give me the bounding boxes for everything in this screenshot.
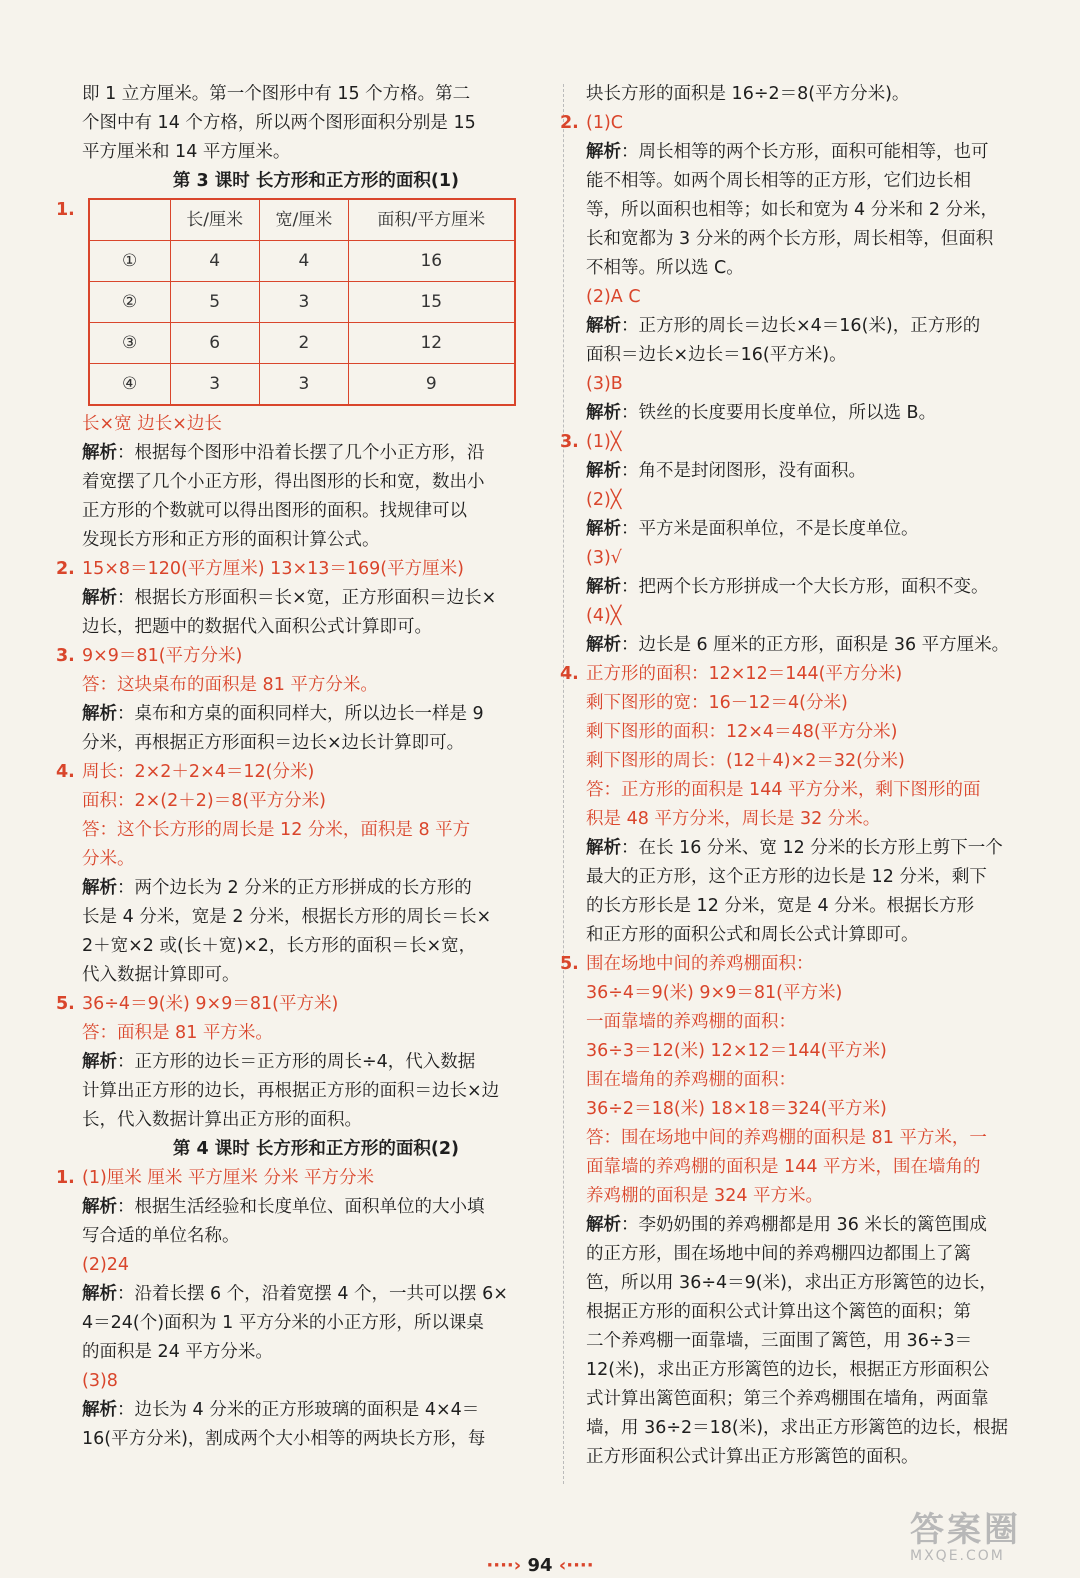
analysis-line [82, 1280, 550, 1309]
table-cell: 16 [348, 241, 514, 282]
table-cell: 6 [170, 323, 259, 364]
answer-line: (1)厘米 厘米 平方厘米 分米 平方分米 [82, 1168, 375, 1188]
analysis-label: 解析 [586, 461, 621, 481]
analysis-line [82, 874, 550, 903]
answer-line: 养鸡棚的面积是 324 平方米。 [586, 1186, 824, 1206]
analysis-line: 和正方形的面积公式和周长公式计算即可。 [586, 925, 919, 945]
answer-line: (4)╳ [586, 606, 622, 626]
watermark-title: 答案圈 [910, 1510, 1021, 1550]
analysis-text: ：沿着长摆 6 个，沿着宽摆 4 个，一共可以摆 6× [117, 1284, 508, 1304]
analysis-line: 4＝24(个)面积为 1 平方分米的小正方形，所以课桌 [82, 1313, 484, 1333]
analysis-line [586, 312, 1054, 341]
answer-line: 36÷2＝18(米) 18×18＝324(平方米) [586, 1099, 887, 1119]
analysis-line [586, 457, 1054, 486]
table-cell: ③ [89, 323, 171, 364]
question-3-judge [560, 428, 1054, 660]
analysis-label: 解析 [586, 838, 621, 858]
analysis-text: ：周长相等的两个长方形，面积可能相等，也可 [621, 142, 989, 162]
analysis-label: 解析 [82, 1197, 117, 1217]
analysis-text: ：边长为 4 分米的正方形玻璃的面积是 4×4＝ [117, 1400, 480, 1420]
analysis-label: 解析 [586, 519, 621, 539]
analysis-line: 长，代入数据计算出正方形的面积。 [82, 1110, 362, 1130]
analysis-line: 着宽摆了几个小正方形，得出图形的长和宽，数出小 [82, 472, 485, 492]
answer-line: 36÷3＝12(米) 12×12＝144(平方米) [586, 1041, 887, 1061]
analysis-text: ：正方形的边长＝正方形的周长÷4，代入数据 [117, 1052, 476, 1072]
table-cell: ① [89, 241, 171, 282]
table-header-cell: 面积/平方厘米 [348, 199, 514, 241]
analysis-line [586, 138, 1054, 167]
answer-line: 答：这块桌布的面积是 81 平方分米。 [82, 675, 378, 695]
answer-line: 面积：2×(2＋2)＝8(平方分米) [82, 791, 327, 811]
text-line: 平方厘米和 14 平方厘米。 [82, 142, 291, 162]
area-table [88, 198, 516, 406]
lesson4-question-1 [56, 1164, 550, 1454]
analysis-line: 12(米)，求出正方形篱笆的边长，根据正方形面积公 [586, 1360, 990, 1380]
analysis-label: 解析 [82, 443, 117, 463]
table-cell: 4 [259, 241, 348, 282]
analysis-label: 解析 [82, 878, 117, 898]
answer-line: 一面靠墙的养鸡棚的面积： [586, 1012, 796, 1032]
analysis-text: ：两个边长为 2 分米的正方形拼成的长方形的 [117, 878, 472, 898]
arrow-right-icon: ····› [486, 1555, 522, 1576]
table-cell: 15 [348, 282, 514, 323]
analysis-label: 解析 [586, 403, 621, 423]
table-cell: ④ [89, 364, 171, 406]
analysis-line: 根据正方形的面积公式计算出这个篱笆的面积；第 [586, 1302, 971, 1322]
analysis-label: 解析 [82, 588, 117, 608]
analysis-label: 解析 [586, 1215, 621, 1235]
table-row [89, 282, 515, 323]
answer-line: 答：面积是 81 平方米。 [82, 1023, 273, 1043]
answer-line: 答：围在场地中间的养鸡棚的面积是 81 平方米，一 [586, 1128, 987, 1148]
analysis-text: ：正方形的周长＝边长×4＝16(米)，正方形的 [621, 316, 981, 336]
table-row [89, 241, 515, 282]
analysis-line: 写合适的单位名称。 [82, 1226, 240, 1246]
analysis-line: 分米，再根据正方形面积＝边长×边长计算即可。 [82, 733, 465, 753]
analysis-text: ：把两个长方形拼成一个大长方形，面积不变。 [621, 577, 989, 597]
analysis-line [586, 515, 1054, 544]
analysis-line [586, 1211, 1054, 1240]
analysis-text: ：铁丝的长度要用长度单位，所以选 B。 [621, 403, 937, 423]
page-number: 94 [527, 1555, 553, 1576]
answer-line: 围在墙角的养鸡棚的面积： [586, 1070, 796, 1090]
analysis-line [82, 1193, 550, 1222]
text-line: 个图中有 14 个方格，所以两个图形面积分别是 15 [82, 113, 476, 133]
analysis-text: ：李奶奶围的养鸡棚都是用 36 米长的篱笆围成 [621, 1215, 987, 1235]
answer-line: 分米。 [82, 849, 135, 869]
answer-line: 36÷4＝9(米) 9×9＝81(平方米) [586, 983, 843, 1003]
table-cell: 3 [259, 282, 348, 323]
analysis-line: 2＋宽×2 或(长＋宽)×2，长方形的面积＝长×宽， [82, 936, 477, 956]
watermark-url: MXQE.COM [910, 1548, 1005, 1564]
analysis-line: 发现长方形和正方形的面积计算公式。 [82, 530, 380, 550]
analysis-line: 长是 4 分米，宽是 2 分米，根据长方形的周长＝长× [82, 907, 492, 927]
question-number: 3. [56, 646, 75, 666]
table-cell: 5 [170, 282, 259, 323]
intro-paragraph [82, 80, 550, 167]
analysis-text: ：根据生活经验和长度单位、面积单位的大小填 [117, 1197, 485, 1217]
analysis-text: ：角不是封闭图形，没有面积。 [621, 461, 866, 481]
question-2 [56, 555, 550, 642]
analysis-label: 解析 [82, 704, 117, 724]
analysis-text: ：根据每个图形中沿着长摆了几个小正方形，沿 [117, 443, 485, 463]
answer-line: 15×8＝120(平方厘米) 13×13＝169(平方厘米) [82, 559, 464, 579]
question-4 [56, 758, 550, 990]
analysis-line: 式计算出篱笆面积；第三个养鸡棚围在墙角，两面靠 [586, 1389, 989, 1409]
lesson-4-title: 第 4 课时 长方形和正方形的面积(2) [172, 1139, 460, 1159]
analysis-text: ：根据长方形面积＝长×宽，正方形面积＝边长× [117, 588, 497, 608]
analysis-label: 解析 [586, 142, 621, 162]
table-cell: 3 [170, 364, 259, 406]
table-cell: 9 [348, 364, 514, 406]
table-header-cell: 长/厘米 [170, 199, 259, 241]
answer-line: 面靠墙的养鸡棚的面积是 144 平方米，围在墙角的 [586, 1157, 981, 1177]
text-line: 块长方形的面积是 16÷2＝8(平方分米)。 [586, 84, 910, 104]
analysis-line [586, 399, 1054, 428]
analysis-label: 解析 [82, 1052, 117, 1072]
analysis-text: ：在长 16 分米、宽 12 分米的长方形上剪下一个 [621, 838, 1003, 858]
analysis-text: ：桌布和方桌的面积同样大，所以边长一样是 9 [117, 704, 484, 724]
answer-line: (1)╳ [586, 432, 622, 452]
analysis-line: 的长方形长是 12 分米，宽是 4 分米。根据长方形 [586, 896, 975, 916]
analysis-line [82, 1396, 550, 1425]
lesson-3-title: 第 3 课时 长方形和正方形的面积(1) [172, 171, 460, 191]
column-divider [563, 84, 564, 1484]
question-number: 1. [56, 200, 75, 220]
question-5-right [560, 950, 1054, 1472]
analysis-line: 边长，把题中的数据代入面积公式计算即可。 [82, 617, 432, 637]
analysis-line [82, 584, 550, 613]
answer-line: (1)C [586, 113, 624, 133]
arrow-left-icon: ‹···· [558, 1555, 594, 1576]
analysis-line: 墙，用 36÷2＝18(米)，求出正方形篱笆的边长，根据 [586, 1418, 1009, 1438]
analysis-text: ：边长是 6 厘米的正方形，面积是 36 平方厘米。 [621, 635, 1010, 655]
answer-line: 剩下图形的宽：16－12＝4(分米) [586, 693, 848, 713]
analysis-line: 的面积是 24 平方分米。 [82, 1342, 273, 1362]
table-row [89, 323, 515, 364]
answer-line: (3)√ [586, 548, 622, 568]
question-2-choice [560, 109, 1054, 428]
answer-line: (3)B [586, 374, 623, 394]
question-5 [56, 990, 550, 1135]
table-row [89, 364, 515, 406]
answer-line: 答：正方形的面积是 144 平方分米，剩下图形的面 [586, 780, 981, 800]
question-number: 4. [56, 762, 75, 782]
table-cell: 3 [259, 364, 348, 406]
analysis-line: 正方形面积公式计算出正方形篱笆的面积。 [586, 1447, 919, 1467]
analysis-line: 长和宽都为 3 分米的两个长方形，周长相等，但面积 [586, 229, 994, 249]
question-3 [56, 642, 550, 758]
analysis-label: 解析 [586, 316, 621, 336]
analysis-label: 解析 [586, 577, 621, 597]
analysis-line: 最大的正方形，这个正方形的边长是 12 分米，剩下 [586, 867, 987, 887]
question-number: 2. [560, 113, 579, 133]
analysis-line [586, 573, 1054, 602]
analysis-label: 解析 [82, 1400, 117, 1420]
text-line: 即 1 立方厘米。第一个图形中有 15 个方格。第二 [82, 84, 471, 104]
table-cell: 12 [348, 323, 514, 364]
analysis-line [586, 631, 1054, 660]
answer-line: 积是 48 平方分米，周长是 32 分米。 [586, 809, 881, 829]
question-1 [56, 196, 550, 555]
answer-line: 36÷4＝9(米) 9×9＝81(平方米) [82, 994, 339, 1014]
question-number: 3. [560, 432, 579, 452]
table-cell: 4 [170, 241, 259, 282]
answer-line: 围在场地中间的养鸡棚面积： [586, 954, 814, 974]
question-4-right [560, 660, 1054, 950]
answer-line: 正方形的面积：12×12＝144(平方分米) [586, 664, 903, 684]
analysis-line: 不相等。所以选 C。 [586, 258, 744, 278]
question-number: 5. [56, 994, 75, 1014]
answer-line: 答：这个长方形的周长是 12 分米，面积是 8 平方 [82, 820, 471, 840]
table-cell: 2 [259, 323, 348, 364]
answer-line: 剩下图形的周长：(12＋4)×2＝32(分米) [586, 751, 905, 771]
analysis-line: 笆，所以用 36÷4＝9(米)，求出正方形篱笆的边长， [586, 1273, 997, 1293]
site-watermark [910, 1512, 1066, 1566]
question-number: 5. [560, 954, 579, 974]
analysis-line: 16(平方分米)，割成两个大小相等的两块长方形，每 [82, 1429, 486, 1449]
table-header-row [89, 199, 515, 241]
answer-line: 9×9＝81(平方分米) [82, 646, 243, 666]
analysis-line: 面积＝边长×边长＝16(平方米)。 [586, 345, 847, 365]
analysis-line: 二个养鸡棚一面靠墙，三面围了篱笆，用 36÷3＝ [586, 1331, 973, 1351]
answer-line: (2)╳ [586, 490, 622, 510]
analysis-line: 等，所以面积也相等；如长和宽为 4 分米和 2 分米， [586, 200, 999, 220]
analysis-line [82, 1048, 550, 1077]
analysis-line: 正方形的个数就可以得出图形的面积。找规律可以 [82, 501, 467, 521]
analysis-text: ：平方米是面积单位，不是长度单位。 [621, 519, 919, 539]
answer-line: (3)8 [82, 1371, 118, 1391]
analysis-line [82, 700, 550, 729]
analysis-line: 的正方形，围在场地中间的养鸡棚四边都围上了篱 [586, 1244, 971, 1264]
answer-line: (2)24 [82, 1255, 130, 1275]
table-header-cell [89, 199, 171, 241]
analysis-label: 解析 [586, 635, 621, 655]
question-number: 2. [56, 559, 75, 579]
analysis-line: 能不相等。如两个周长相等的正方形，它们边长相 [586, 171, 971, 191]
left-column [56, 80, 550, 1454]
question-number: 1. [56, 1168, 75, 1188]
analysis-line: 代入数据计算即可。 [82, 965, 240, 985]
answer-line: 长×宽 边长×边长 [82, 414, 222, 434]
analysis-line [82, 439, 550, 468]
analysis-line [586, 834, 1054, 863]
answer-line: 周长：2×2＋2×4＝12(分米) [82, 762, 315, 782]
question-number: 4. [560, 664, 579, 684]
table-cell: ② [89, 282, 171, 323]
answer-line: 剩下图形的面积：12×4＝48(平方分米) [586, 722, 898, 742]
table-header-cell: 宽/厘米 [259, 199, 348, 241]
analysis-label: 解析 [82, 1284, 117, 1304]
answer-line: (2)A C [586, 287, 641, 307]
right-column [560, 80, 1054, 1472]
analysis-line: 计算出正方形的边长，再根据正方形的面积＝边长×边 [82, 1081, 500, 1101]
